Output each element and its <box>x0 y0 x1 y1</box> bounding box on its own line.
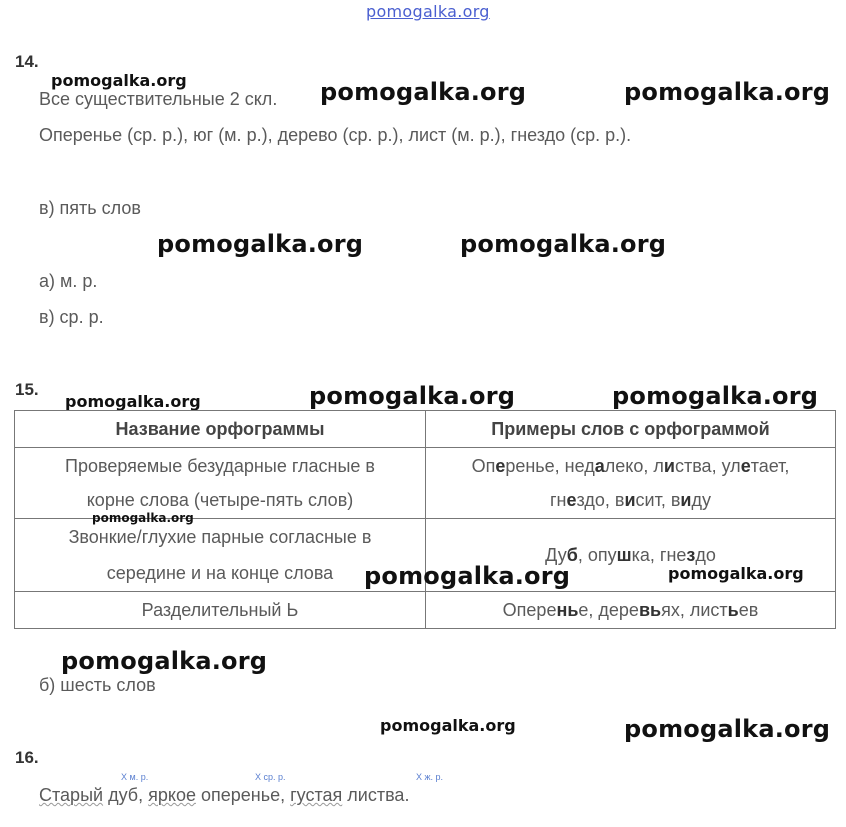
watermark-header[interactable]: pomogalka.org <box>366 2 490 21</box>
exercise-14-answer-a: а) м. р. <box>39 271 98 291</box>
exercise-14-answer-v: в) пять слов <box>39 198 141 218</box>
watermark: pomogalka.org <box>320 78 527 106</box>
watermark: pomogalka.org <box>65 392 201 411</box>
exercise-15-answer-b: б) шесть слов <box>39 675 156 695</box>
examples-line1: Оперенье, недалеко, листва, улетает, <box>471 456 790 476</box>
watermark: pomogalka.org <box>380 716 516 735</box>
watermark: pomogalka.org <box>61 647 268 675</box>
exercise-14-answer-v2: в) ср. р. <box>39 307 104 327</box>
examples-line2: гнездо, висит, виду <box>549 490 711 510</box>
word-noun: дуб <box>108 785 139 805</box>
orthogram-name-line2: корне слова (четыре-пять слов) <box>86 490 354 510</box>
grammar-mark: Х ж. р. <box>416 772 444 782</box>
exercise-16-number: 16. <box>15 748 39 767</box>
watermark: pomogalka.org <box>624 715 831 743</box>
orthogram-name-cell <box>15 448 426 519</box>
orthogram-examples-cell: Дуб, опушка, гнездо <box>426 519 836 592</box>
word-adjective: Старый <box>39 785 104 805</box>
watermark: pomogalka.org <box>668 564 804 583</box>
exercise-15-number: 15. <box>15 380 39 399</box>
watermark: pomogalka.org <box>460 230 667 258</box>
watermark: pomogalka.org <box>364 562 571 590</box>
watermark: pomogalka.org <box>309 382 516 410</box>
exercise-14-line1: Все существительные 2 скл. <box>39 89 278 109</box>
watermark: pomogalka.org <box>51 71 187 90</box>
table-header-name: Название орфограммы <box>15 411 426 448</box>
word-adjective: густая <box>290 785 343 805</box>
grammar-mark: Х м. р. <box>121 772 149 782</box>
table-header-row <box>15 411 836 448</box>
table-row <box>15 592 836 629</box>
orthogram-examples-cell <box>426 448 836 519</box>
exercise-14-line2: Оперенье (ср. р.), юг (м. р.), дерево (ср. р.), лист (м. р.), гнездо (ср. р.). <box>39 125 632 145</box>
orthogram-name-line2: середине и на конце слова <box>106 563 334 583</box>
watermark: pomogalka.org <box>92 511 194 525</box>
orthogram-name-cell: Разделительный Ь <box>15 592 426 629</box>
orthogram-name-line1: Звонкие/глухие парные согласные в <box>68 527 372 547</box>
exercise-16-sentence: Старый дуб, яркое оперенье, густая листва. <box>39 785 410 805</box>
word-adjective: яркое <box>148 785 196 805</box>
table-row <box>15 448 836 519</box>
watermark: pomogalka.org <box>624 78 831 106</box>
watermark: pomogalka.org <box>157 230 364 258</box>
exercise-14-number: 14. <box>15 52 39 71</box>
grammar-mark: Х ср. р. <box>255 772 286 782</box>
orthogram-name-line1: Проверяемые безударные гласные в <box>65 456 375 476</box>
orthogram-examples-cell: Оперенье, деревьях, листьев <box>426 592 836 629</box>
watermark: pomogalka.org <box>612 382 819 410</box>
table-header-examples: Примеры слов с орфограммой <box>426 411 836 448</box>
